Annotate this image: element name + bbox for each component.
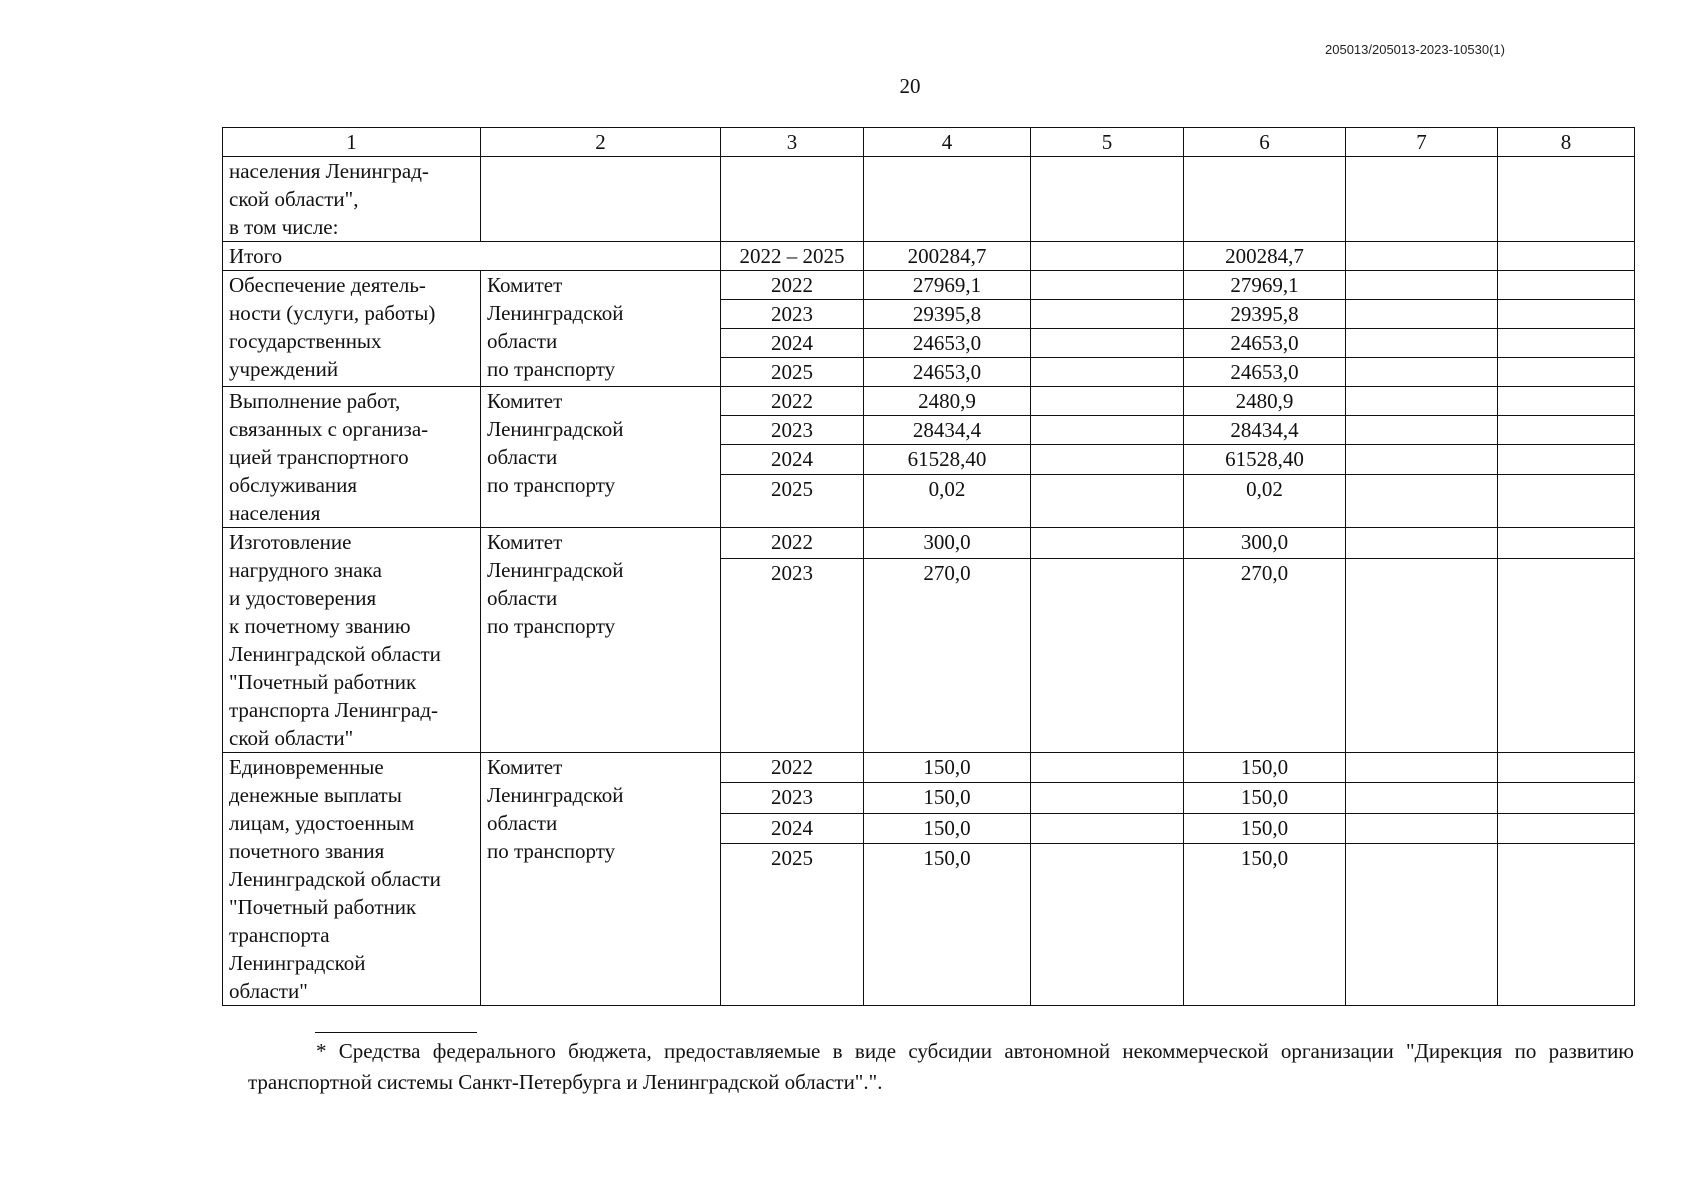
col4-cell: 27969,1 xyxy=(864,271,1031,300)
intro-line: ской области", xyxy=(229,187,359,211)
executor-line: области xyxy=(487,811,558,835)
executor-line: Комитет xyxy=(487,273,563,297)
executor-line: Ленинградской xyxy=(487,783,624,807)
empty-cell xyxy=(1031,783,1184,813)
footnote: * Средства федерального бюджета, предоставляемые в виде субсидии автономной некоммерческой организации "Дирекция по развитию транспортной системы Санкт-Петербурга и Ленинградской области".". xyxy=(248,1039,1634,1094)
empty-cell xyxy=(1031,843,1184,1005)
year-cell: 2022 xyxy=(721,271,864,300)
col4-cell: 29395,8 xyxy=(864,300,1031,329)
empty-cell xyxy=(1498,783,1635,813)
col6-cell: 150,0 xyxy=(1184,843,1346,1005)
activity-name-line: связанных с организа- xyxy=(229,417,429,441)
activity-name-line: лицам, удостоенным xyxy=(229,811,415,835)
budget-table xyxy=(222,127,1635,1006)
empty-cell xyxy=(1498,358,1635,387)
executor-line: Ленинградской xyxy=(487,558,624,582)
empty-cell xyxy=(1498,753,1635,783)
executor-line: по транспорту xyxy=(487,839,616,863)
executor-line: области xyxy=(487,586,558,610)
activity-name-cell xyxy=(223,528,481,753)
activity-name-line: цией транспортного xyxy=(229,445,409,469)
empty-cell xyxy=(1498,329,1635,358)
executor-line: Комитет xyxy=(487,530,563,554)
col6-cell: 27969,1 xyxy=(1184,271,1346,300)
col4-cell: 270,0 xyxy=(864,558,1031,752)
empty-cell xyxy=(1346,358,1498,387)
activity-name-line: населения xyxy=(229,501,321,525)
year-cell: 2024 xyxy=(721,445,864,474)
col4-cell: 61528,40 xyxy=(864,445,1031,474)
col4-cell: 0,02 xyxy=(864,474,1031,527)
executor-cell xyxy=(481,753,721,1006)
activity-name-line: ской области" xyxy=(229,726,354,750)
empty-cell xyxy=(1346,558,1498,752)
col6-cell: 150,0 xyxy=(1184,813,1346,843)
executor-cell xyxy=(481,528,721,753)
col6-cell: 24653,0 xyxy=(1184,358,1346,387)
header-cell: 2 xyxy=(481,128,721,157)
table-row xyxy=(223,528,1635,559)
empty-cell xyxy=(1031,329,1184,358)
empty-cell xyxy=(1346,813,1498,843)
empty-cell xyxy=(1498,528,1635,559)
year-cell: 2023 xyxy=(721,416,864,445)
activity-name-line: ности (услуги, работы) xyxy=(229,301,436,325)
empty-cell xyxy=(1346,157,1498,242)
table-row xyxy=(223,387,1635,416)
col4-cell: 150,0 xyxy=(864,783,1031,813)
empty-cell xyxy=(1498,843,1635,1005)
activity-name-line: Ленинградской области xyxy=(229,867,441,891)
header-cell: 8 xyxy=(1498,128,1635,157)
empty-cell xyxy=(1031,242,1184,271)
intro-line: населения Ленинград- xyxy=(229,159,429,183)
executor-line: Ленинградской xyxy=(487,417,624,441)
empty-cell xyxy=(1498,474,1635,527)
empty-cell xyxy=(1031,358,1184,387)
col6-cell: 150,0 xyxy=(1184,783,1346,813)
executor-line: области xyxy=(487,445,558,469)
header-cell: 4 xyxy=(864,128,1031,157)
activity-name-line: и удостоверения xyxy=(229,586,377,610)
executor-line: по транспорту xyxy=(487,614,616,638)
empty-cell xyxy=(1498,558,1635,752)
year-cell: 2025 xyxy=(721,843,864,1005)
executor-cell xyxy=(481,387,721,528)
col4-cell: 24653,0 xyxy=(864,329,1031,358)
activity-name-line: к почетному званию xyxy=(229,614,411,638)
header-row xyxy=(223,128,1635,157)
activity-name-line: государственных xyxy=(229,329,382,353)
empty-cell xyxy=(721,157,864,242)
header-cell: 3 xyxy=(721,128,864,157)
year-cell: 2022 xyxy=(721,753,864,783)
empty-cell xyxy=(1031,445,1184,474)
year-cell: 2024 xyxy=(721,813,864,843)
empty-cell xyxy=(1346,387,1498,416)
total-col6: 200284,7 xyxy=(1184,242,1346,271)
empty-cell xyxy=(1498,445,1635,474)
empty-cell xyxy=(1031,157,1184,242)
activity-name-line: денежные выплаты xyxy=(229,783,402,807)
col4-cell: 28434,4 xyxy=(864,416,1031,445)
empty-cell xyxy=(1346,329,1498,358)
executor-line: области xyxy=(487,329,558,353)
empty-cell xyxy=(1498,300,1635,329)
col4-cell: 150,0 xyxy=(864,843,1031,1005)
empty-cell xyxy=(481,157,721,242)
year-cell: 2025 xyxy=(721,474,864,527)
activity-name-line: Единовременные xyxy=(229,755,384,779)
activity-name-line: почетного звания xyxy=(229,839,385,863)
header-cell: 1 xyxy=(223,128,481,157)
empty-cell xyxy=(1031,387,1184,416)
activity-name-line: области" xyxy=(229,979,308,1003)
empty-cell xyxy=(1031,528,1184,559)
empty-cell xyxy=(864,157,1031,242)
table-row xyxy=(223,753,1635,783)
total-period: 2022 – 2025 xyxy=(721,242,864,271)
col6-cell: 29395,8 xyxy=(1184,300,1346,329)
activity-name-line: учреждений xyxy=(229,357,339,381)
empty-cell xyxy=(1498,416,1635,445)
executor-line: по транспорту xyxy=(487,357,616,381)
executor-cell xyxy=(481,271,721,387)
page-number: 20 xyxy=(899,74,921,98)
activity-name-line: транспорта xyxy=(229,923,330,947)
empty-cell xyxy=(1498,242,1635,271)
col6-cell: 300,0 xyxy=(1184,528,1346,559)
activity-name-line: Ленинградской xyxy=(229,951,366,975)
empty-cell xyxy=(1031,474,1184,527)
activity-name-line: Ленинградской области xyxy=(229,642,441,666)
empty-cell xyxy=(1498,813,1635,843)
total-label: Итого xyxy=(223,242,721,271)
empty-cell xyxy=(1031,813,1184,843)
executor-line: Комитет xyxy=(487,389,563,413)
header-cell: 7 xyxy=(1346,128,1498,157)
activity-name-line: нагрудного знака xyxy=(229,558,382,582)
col6-cell: 270,0 xyxy=(1184,558,1346,752)
activity-name-line: "Почетный работник xyxy=(229,670,417,694)
empty-cell xyxy=(1031,416,1184,445)
executor-line: Комитет xyxy=(487,755,563,779)
empty-cell xyxy=(1346,753,1498,783)
year-cell: 2023 xyxy=(721,558,864,752)
year-cell: 2024 xyxy=(721,329,864,358)
intro-row xyxy=(223,157,1635,242)
intro-cell xyxy=(223,157,481,242)
year-cell: 2025 xyxy=(721,358,864,387)
empty-cell xyxy=(1346,300,1498,329)
year-cell: 2022 xyxy=(721,387,864,416)
empty-cell xyxy=(1346,474,1498,527)
empty-cell xyxy=(1498,271,1635,300)
executor-line: по транспорту xyxy=(487,473,616,497)
empty-cell xyxy=(1031,558,1184,752)
empty-cell xyxy=(1031,271,1184,300)
activity-name-cell xyxy=(223,387,481,528)
empty-cell xyxy=(1346,783,1498,813)
col6-cell: 61528,40 xyxy=(1184,445,1346,474)
footnote-separator xyxy=(315,1032,477,1033)
header-cell: 6 xyxy=(1184,128,1346,157)
empty-cell xyxy=(1498,157,1635,242)
col6-cell: 2480,9 xyxy=(1184,387,1346,416)
col4-cell: 150,0 xyxy=(864,753,1031,783)
year-cell: 2022 xyxy=(721,528,864,559)
document-id: 205013/205013-2023-10530(1) xyxy=(1325,42,1505,57)
intro-line: в том числе: xyxy=(229,215,339,239)
activity-name-line: Обеспечение деятель- xyxy=(229,273,426,297)
col4-cell: 300,0 xyxy=(864,528,1031,559)
empty-cell xyxy=(1031,753,1184,783)
activity-name-line: Выполнение работ, xyxy=(229,389,401,413)
empty-cell xyxy=(1498,387,1635,416)
activity-name-line: "Почетный работник xyxy=(229,895,417,919)
table-row xyxy=(223,271,1635,300)
executor-line: Ленинградской xyxy=(487,301,624,325)
year-cell: 2023 xyxy=(721,300,864,329)
col6-cell: 24653,0 xyxy=(1184,329,1346,358)
empty-cell xyxy=(1346,271,1498,300)
empty-cell xyxy=(1184,157,1346,242)
empty-cell xyxy=(1346,416,1498,445)
col6-cell: 28434,4 xyxy=(1184,416,1346,445)
year-cell: 2023 xyxy=(721,783,864,813)
total-col4: 200284,7 xyxy=(864,242,1031,271)
col6-cell: 150,0 xyxy=(1184,753,1346,783)
activity-name-line: транспорта Ленинград- xyxy=(229,698,439,722)
col4-cell: 2480,9 xyxy=(864,387,1031,416)
activity-name-cell xyxy=(223,753,481,1006)
activity-name-line: Изготовление xyxy=(229,530,352,554)
empty-cell xyxy=(1346,242,1498,271)
header-cell: 5 xyxy=(1031,128,1184,157)
empty-cell xyxy=(1031,300,1184,329)
activity-name-cell xyxy=(223,271,481,387)
total-row xyxy=(223,242,1635,271)
empty-cell xyxy=(1346,445,1498,474)
empty-cell xyxy=(1346,843,1498,1005)
col4-cell: 150,0 xyxy=(864,813,1031,843)
col4-cell: 24653,0 xyxy=(864,358,1031,387)
col6-cell: 0,02 xyxy=(1184,474,1346,527)
activity-name-line: обслуживания xyxy=(229,473,358,497)
empty-cell xyxy=(1346,528,1498,559)
